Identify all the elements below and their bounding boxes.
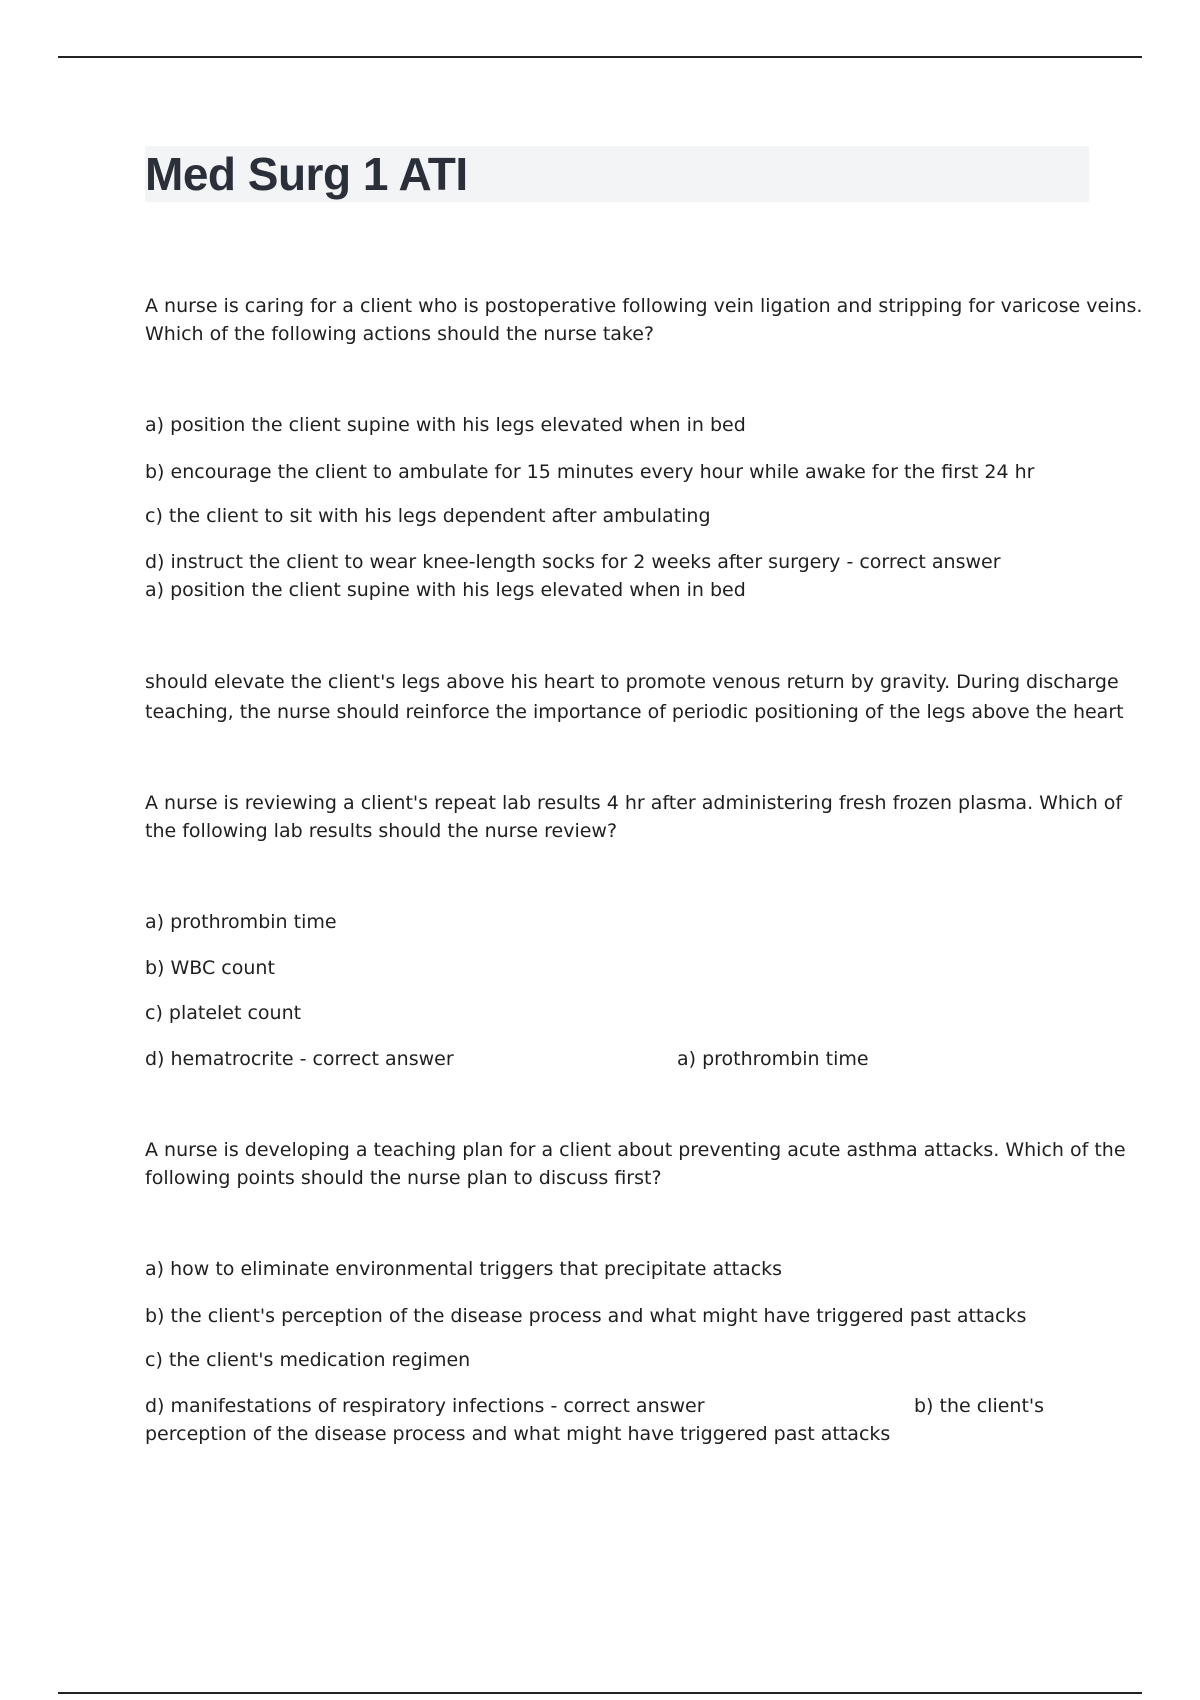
q2-stem-line1: A nurse is reviewing a client's repeat lab results 4 hr after administering fresh frozen plasma. Which of — [145, 792, 1123, 814]
page-title: Med Surg 1 ATI — [145, 148, 468, 200]
page-top-rule — [58, 56, 1142, 58]
q3-option-b: b) the client's perception of the disease process and what might have triggered past attacks — [145, 1305, 1027, 1327]
q1-rationale-line1: should elevate the client's legs above his heart to promote venous return by gravity. During discharge — [145, 671, 1119, 693]
q1-option-d: d) instruct the client to wear knee-length socks for 2 weeks after surgery - correct answer — [145, 551, 1001, 573]
page-bottom-rule — [58, 1692, 1142, 1694]
q3-stem-line1: A nurse is developing a teaching plan for a client about preventing acute asthma attacks. Which of the — [145, 1139, 1126, 1161]
q3-option-c: c) the client's medication regimen — [145, 1349, 471, 1371]
q3-stem-line2: following points should the nurse plan to discuss first? — [145, 1167, 662, 1189]
q2-stem-line2: the following lab results should the nurse review? — [145, 820, 618, 842]
q2-option-b: b) WBC count — [145, 957, 275, 979]
q3-answer-part2: perception of the disease process and what might have triggered past attacks — [145, 1423, 891, 1445]
q3-option-a: a) how to eliminate environmental triggers that precipitate attacks — [145, 1258, 783, 1280]
q1-stem-line1: A nurse is caring for a client who is postoperative following vein ligation and stripping for varicose veins. — [145, 295, 1143, 317]
q2-option-a: a) prothrombin time — [145, 911, 337, 933]
q1-stem-line2: Which of the following actions should the nurse take? — [145, 323, 655, 345]
q3-option-d: d) manifestations of respiratory infections - correct answer — [145, 1395, 705, 1417]
q1-option-b: b) encourage the client to ambulate for 15 minutes every hour while awake for the first 24 hr — [145, 461, 1035, 483]
q2-option-d: d) hematrocrite - correct answer — [145, 1048, 454, 1070]
title-banner — [145, 146, 1089, 202]
q1-option-a: a) position the client supine with his legs elevated when in bed — [145, 414, 746, 436]
q2-option-c: c) platelet count — [145, 1002, 302, 1024]
q1-rationale-line2: teaching, the nurse should reinforce the importance of periodic positioning of the legs above the heart — [145, 701, 1124, 723]
q1-answer: a) position the client supine with his legs elevated when in bed — [145, 579, 746, 601]
q1-option-c: c) the client to sit with his legs dependent after ambulating — [145, 505, 711, 527]
q3-answer-part1: b) the client's — [914, 1395, 1045, 1417]
q2-answer: a) prothrombin time — [677, 1048, 869, 1070]
